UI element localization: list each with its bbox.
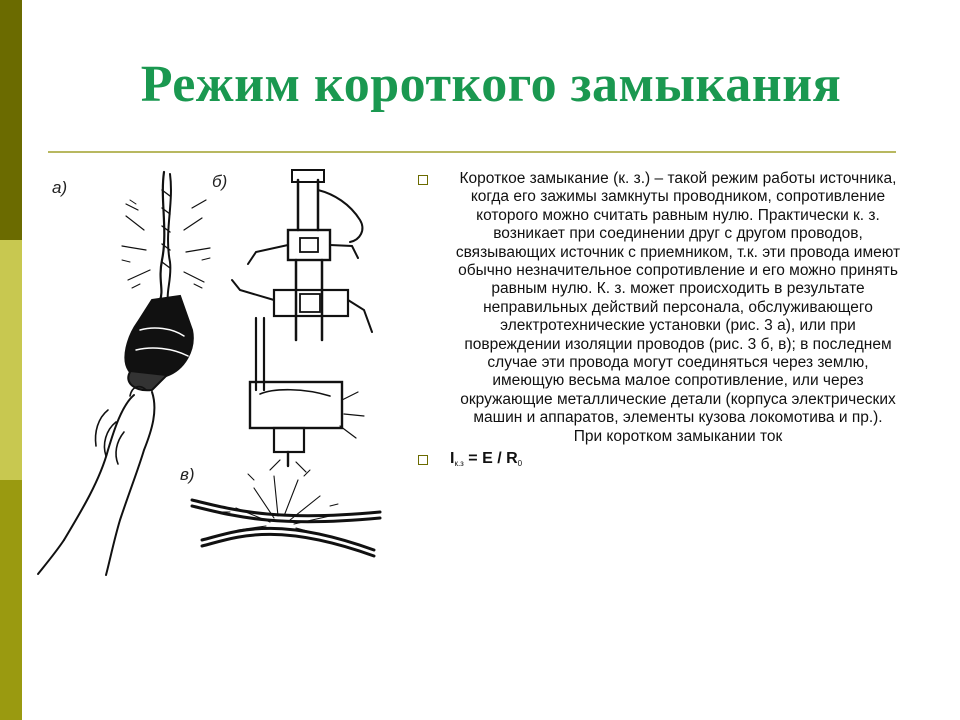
paragraph-short-circuit: Короткое замыкание (к. з.) – такой режим работы источника, когда его зажимы замкнуты проводником, сопротивление которого можно считать равным нулю. Практически к. з. возникает при соединении друг с другом проводов, связывающих источник с приемником, т.к. эти провода имеют обычно незначительное сопротивление и его можно принять равным нулю. К. з. может происходить в результате неправильных действий персонала, обслуживающего электротехнические установки (рис. 3 а), или при повреждении изоляции проводов (рис. 3 б, в); в последнем случае эти провода могут соединяться через землю, имеющую весьма малое сопротивление, или через окружающие металлические детали (корпуса электрических машин и аппаратов, элементы кузова локомотива и пр.). bbox=[455, 170, 901, 427]
title-rule bbox=[48, 151, 896, 153]
figure-label-a: а) bbox=[52, 178, 68, 197]
slide-title: Режим короткого замыкания bbox=[140, 56, 842, 113]
formula bbox=[450, 450, 906, 468]
square-bullet-icon bbox=[418, 175, 428, 185]
list-item bbox=[416, 450, 906, 468]
side-divider bbox=[22, 0, 25, 720]
short-circuit-drawing bbox=[34, 160, 384, 580]
side-bar-middle bbox=[0, 240, 22, 480]
illustration bbox=[34, 160, 384, 580]
side-bar-bottom bbox=[0, 480, 22, 720]
paragraph-current-intro: При коротком замыкании ток bbox=[573, 427, 783, 445]
formula-lhs-subscript: к.з bbox=[454, 459, 464, 469]
formula-eq: = E / R bbox=[463, 450, 518, 468]
list-item bbox=[416, 170, 906, 446]
figure-label-b: б) bbox=[212, 172, 228, 191]
figure-label-v: в) bbox=[180, 465, 195, 484]
side-bar-top bbox=[0, 0, 22, 240]
square-bullet-icon bbox=[418, 455, 428, 465]
formula-rhs-subscript: 0 bbox=[517, 459, 523, 469]
formula-lhs: I bbox=[450, 450, 455, 468]
bullet-list bbox=[416, 170, 906, 468]
definition-text bbox=[450, 170, 906, 446]
